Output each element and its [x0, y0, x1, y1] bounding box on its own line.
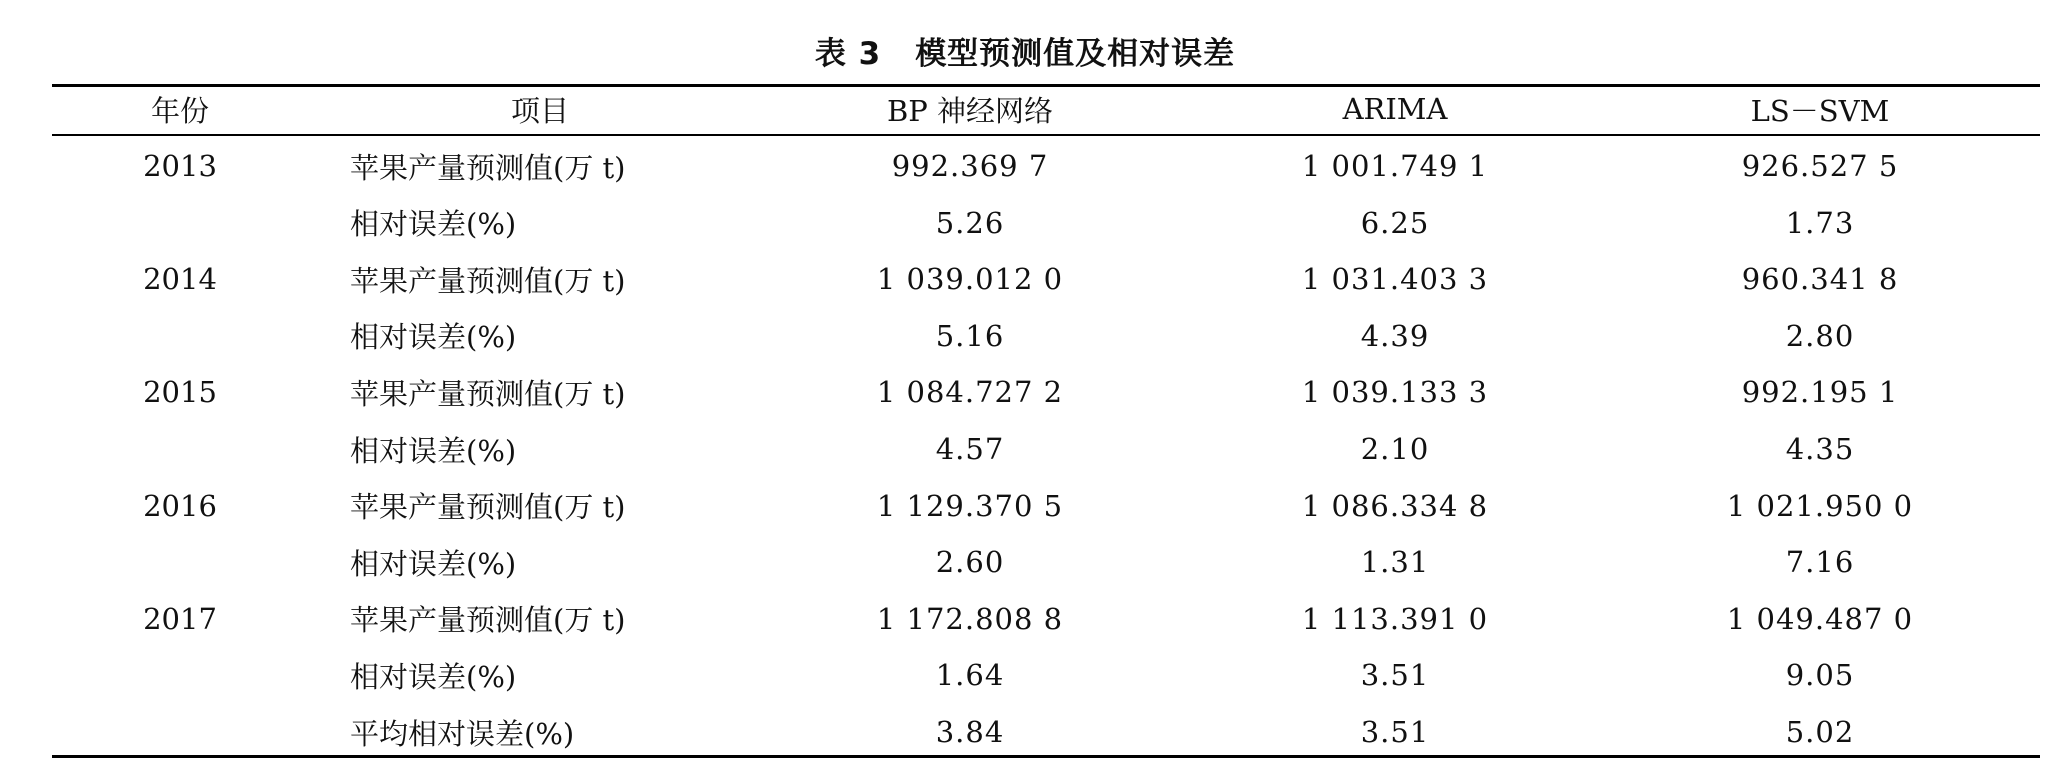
bp-value-cell: 5.16: [935, 318, 1005, 353]
ls-svm-value-cell: 960.341 8: [1741, 262, 1899, 297]
bp-value-cell: 992.369 7: [891, 149, 1049, 183]
arima-value-cell: 3.51: [1360, 715, 1430, 749]
ls-svm-value-cell: 7.16: [1785, 545, 1855, 580]
year-cell: [90, 308, 270, 364]
table-row: [0, 195, 2050, 251]
arima-value-cell: 1 039.133 3: [1301, 375, 1489, 410]
year-cell: [90, 421, 270, 477]
bottom-rule: [52, 755, 2040, 758]
item-cell: 相对误差(%): [350, 320, 517, 355]
year-cell: 2014: [143, 262, 217, 297]
item-cell: 相对误差(%): [350, 546, 517, 581]
ls-svm-value-cell: 1.73: [1785, 205, 1855, 240]
bp-value-cell: 2.60: [935, 545, 1005, 580]
year-cell: [90, 704, 270, 760]
bp-value-cell: 4.57: [935, 432, 1005, 466]
table-number: 表 3: [814, 35, 882, 72]
bp-value-cell: 3.84: [935, 715, 1005, 749]
ls-svm-value-cell: 1 049.487 0: [1726, 601, 1914, 636]
item-cell: 苹果产量预测值(万 t): [350, 603, 626, 638]
year-cell: 2017: [143, 601, 217, 636]
item-cell: 相对误差(%): [350, 207, 517, 242]
table-row: [0, 591, 2050, 647]
item-cell: 苹果产量预测值(万 t): [350, 150, 626, 185]
table-row: [0, 308, 2050, 364]
table-row: [0, 251, 2050, 307]
arima-value-cell: 1 086.334 8: [1301, 488, 1489, 523]
year-cell: [90, 647, 270, 703]
table-row: [0, 138, 2050, 194]
ls-svm-value-cell: 4.35: [1785, 432, 1855, 466]
arima-value-cell: 2.10: [1360, 432, 1430, 466]
arima-value-cell: 1 001.749 1: [1301, 149, 1489, 183]
table-row: [0, 478, 2050, 534]
arima-value-cell: 3.51: [1360, 658, 1430, 693]
header-item: 项目: [510, 93, 569, 128]
item-cell: 苹果产量预测值(万 t): [350, 490, 626, 525]
arima-value-cell: 1.31: [1360, 545, 1430, 580]
bp-value-cell: 1.64: [935, 658, 1005, 693]
header-row: [0, 81, 2050, 137]
item-cell: 相对误差(%): [350, 659, 517, 694]
table-row: [0, 704, 2050, 760]
table-title: 模型预测值及相对误差: [915, 35, 1236, 72]
year-cell: [90, 534, 270, 590]
table-row: [0, 364, 2050, 420]
year-cell: 2015: [143, 375, 217, 410]
arima-value-cell: 6.25: [1360, 205, 1430, 240]
ls-svm-value-cell: 5.02: [1785, 715, 1855, 749]
table-row: [0, 421, 2050, 477]
header-bp: BP 神经网络: [886, 93, 1054, 128]
bp-value-cell: 1 172.808 8: [876, 601, 1064, 636]
arima-value-cell: 1 113.391 0: [1301, 601, 1489, 636]
year-cell: 2013: [143, 149, 217, 183]
arima-value-cell: 4.39: [1360, 318, 1430, 353]
ls-svm-value-cell: 1 021.950 0: [1726, 488, 1914, 523]
header-year: 年份: [150, 93, 209, 128]
ls-svm-value-cell: 9.05: [1785, 658, 1855, 693]
bp-value-cell: 1 039.012 0: [876, 262, 1064, 297]
year-cell: [90, 195, 270, 251]
bp-value-cell: 1 084.727 2: [876, 375, 1064, 410]
bp-value-cell: 5.26: [935, 205, 1005, 240]
ls-svm-value-cell: 2.80: [1785, 318, 1855, 353]
header-rule: [52, 134, 2040, 136]
arima-value-cell: 1 031.403 3: [1301, 262, 1489, 297]
ls-svm-value-cell: 926.527 5: [1741, 149, 1899, 183]
item-cell: 苹果产量预测值(万 t): [350, 376, 626, 411]
item-cell: 平均相对误差(%): [350, 716, 575, 751]
table-caption: [0, 20, 2050, 80]
item-cell: 相对误差(%): [350, 433, 517, 468]
bp-value-cell: 1 129.370 5: [876, 488, 1064, 523]
item-cell: 苹果产量预测值(万 t): [350, 263, 626, 298]
table-row: [0, 647, 2050, 703]
header-arima: ARIMA: [1342, 92, 1448, 126]
header-ls-svm: LS－SVM: [1750, 93, 1890, 128]
year-cell: 2016: [143, 488, 217, 523]
table-row: [0, 534, 2050, 590]
ls-svm-value-cell: 992.195 1: [1741, 375, 1899, 410]
